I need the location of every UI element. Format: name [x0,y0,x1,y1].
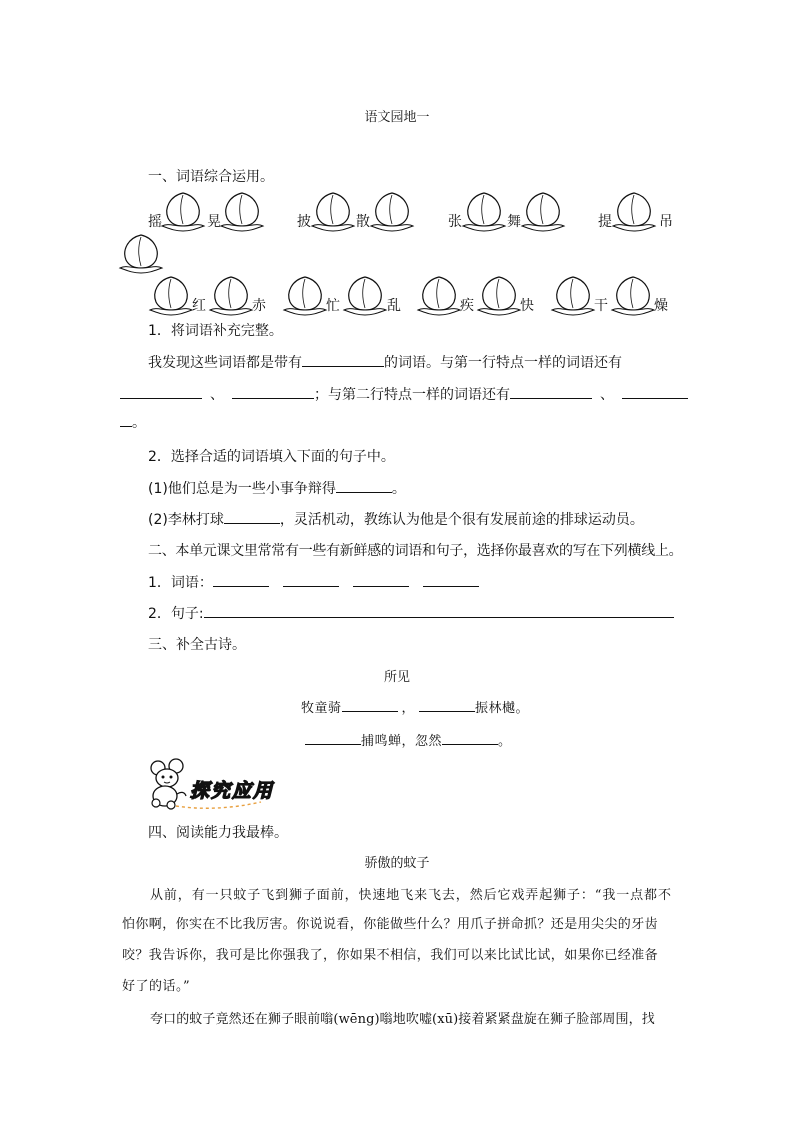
q1-text-c: ；与第二行特点一样的词语还有 [314,387,510,403]
row2-char-1: 赤 [252,298,266,314]
s2-word-blank-4[interactable] [423,572,479,587]
section-3-heading: 三、补全古诗。 [148,637,246,653]
s2-word-blank-3[interactable] [353,572,409,587]
q1-end: 。 [132,415,146,431]
q1-line-1 [148,352,622,372]
peach-blank-icon[interactable] [550,274,596,316]
poem-l2-b: 。 [498,734,512,749]
row2-char-4: 疾 [460,298,474,314]
row1-char-6: 提 [598,214,612,230]
story-p1-l1: 从前，有一只蚊子飞到狮子面前，快速地飞来飞去，然后它戏弄起狮子：“我一点都不 [150,888,672,903]
story-p2-l1: 夸口的蚊子竟然还在狮子眼前嗡(wēng)嗡地吹嘘(xū)接着紧紧盘旋在狮子脸部周围，找 [150,1012,655,1027]
row1-char-3: 散 [356,214,370,230]
q1-sep-1: 、 [210,387,224,403]
row1-char-7: 吊 [659,214,673,230]
page-title: 语文园地一 [364,110,430,125]
peach-blank-icon[interactable] [208,274,254,316]
section-1-heading: 一、词语综合运用。 [148,169,274,185]
peach-blank-icon[interactable] [342,274,388,316]
row2-char-2: 忙 [326,298,340,314]
peach-blank-icon[interactable] [148,274,194,316]
peach-blank-icon[interactable] [461,190,507,232]
peach-blank-icon[interactable] [476,274,522,316]
poem-l1-b: ， [401,701,416,716]
peach-blank-icon[interactable] [369,190,415,232]
story-title: 骄傲的蚊子 [364,856,430,871]
s2-sentence-label: 2．句子: [148,606,204,622]
s2-word-blank-2[interactable] [283,572,339,587]
q1-blank-5[interactable] [622,384,688,399]
row1-char-1: 晃 [207,214,221,230]
s2-word-blank-1[interactable] [213,572,269,587]
peach-blank-icon[interactable] [520,190,566,232]
row1-char-2: 披 [297,214,311,230]
poem-l2-a: 捕鸣蝉，忽然 [361,734,443,749]
row2-char-0: 红 [192,298,206,314]
row1-char-4: 张 [448,214,462,230]
poem-l1-c: 振林樾。 [475,701,530,716]
poem-line-1 [301,697,529,716]
s2-sentence-line [148,603,674,623]
poem-title: 所见 [383,670,410,685]
q1-blank-4[interactable] [510,384,592,399]
q1-label: 1．将词语补充完整。 [148,323,283,339]
story-p1-l3: 咬？我告诉你，我可是比你强我了，你如果不相信，我们可以来比试比试，如果你已经准备 [122,948,659,963]
peach-blank-icon[interactable] [219,190,265,232]
story-p1-l2: 怕你啊，你实在不比我厉害。你说说看，你能做些什么？用爪子拼命抓？还是用尖尖的牙齿 [122,917,659,932]
q2-blank-1[interactable] [336,478,392,493]
row2-char-6: 干 [594,298,608,314]
explore-apply-logo [146,756,276,812]
q1-blank-6[interactable] [120,412,132,427]
row2-char-5: 快 [520,298,534,314]
peach-blank-icon[interactable] [611,190,657,232]
q2-sentence-1 [148,478,406,498]
q2-blank-2[interactable] [224,509,280,524]
peach-blank-icon[interactable] [310,190,356,232]
q2-sentence-2 [148,509,644,529]
story-p1-l4: 好了的话。” [122,979,191,994]
peach-blank-icon[interactable] [118,232,164,274]
row1-char-5: 舞 [507,214,521,230]
row2-char-3: 乱 [387,298,401,314]
row2-char-7: 燥 [654,298,668,314]
q1-blank-1[interactable] [302,352,384,367]
poem-blank-1[interactable] [342,697,398,712]
q1-blank-3[interactable] [232,384,314,399]
logo-text: 探究应用 [190,780,275,802]
poem-line-2 [305,730,512,749]
q1-blank-2[interactable] [120,384,202,399]
q1-text-b: 的词语。与第一行特点一样的词语还有 [384,355,622,371]
peach-blank-icon[interactable] [416,274,462,316]
peach-blank-icon[interactable] [610,274,656,316]
q1-sep-2: 、 [600,387,614,403]
poem-blank-2[interactable] [419,697,475,712]
q2-label: 2．选择合适的词语填入下面的句子中。 [148,449,395,465]
section-4-heading: 四、阅读能力我最棒。 [148,825,288,841]
s2-words-line [148,572,479,592]
q2-s1-end: 。 [391,481,406,497]
q2-s1-text: (1)他们总是为一些小事争辩得 [148,481,336,497]
q1-text-a: 我发现这些词语都是带有 [148,355,302,371]
q1-line-2 [120,384,688,404]
q1-line-3 [120,412,146,432]
poem-blank-3[interactable] [305,730,361,745]
peach-blank-icon[interactable] [282,274,328,316]
poem-l1-a: 牧童骑 [301,701,342,716]
poem-blank-4[interactable] [442,730,498,745]
section-2-heading: 二、本单元课文里常常有一些有新鲜感的词语和句子，选择你最喜欢的写在下列横线上。 [148,543,683,559]
s2-sentence-blank[interactable] [204,603,674,618]
peach-blank-icon[interactable] [160,190,206,232]
q2-s2-end: ，灵活机动，教练认为他是个很有发展前途的排球运动员。 [279,512,644,528]
s2-words-label: 1．词语： [148,575,213,591]
q2-s2-text: (2)李林打球 [148,512,224,528]
row1-char-0: 摇 [148,214,162,230]
